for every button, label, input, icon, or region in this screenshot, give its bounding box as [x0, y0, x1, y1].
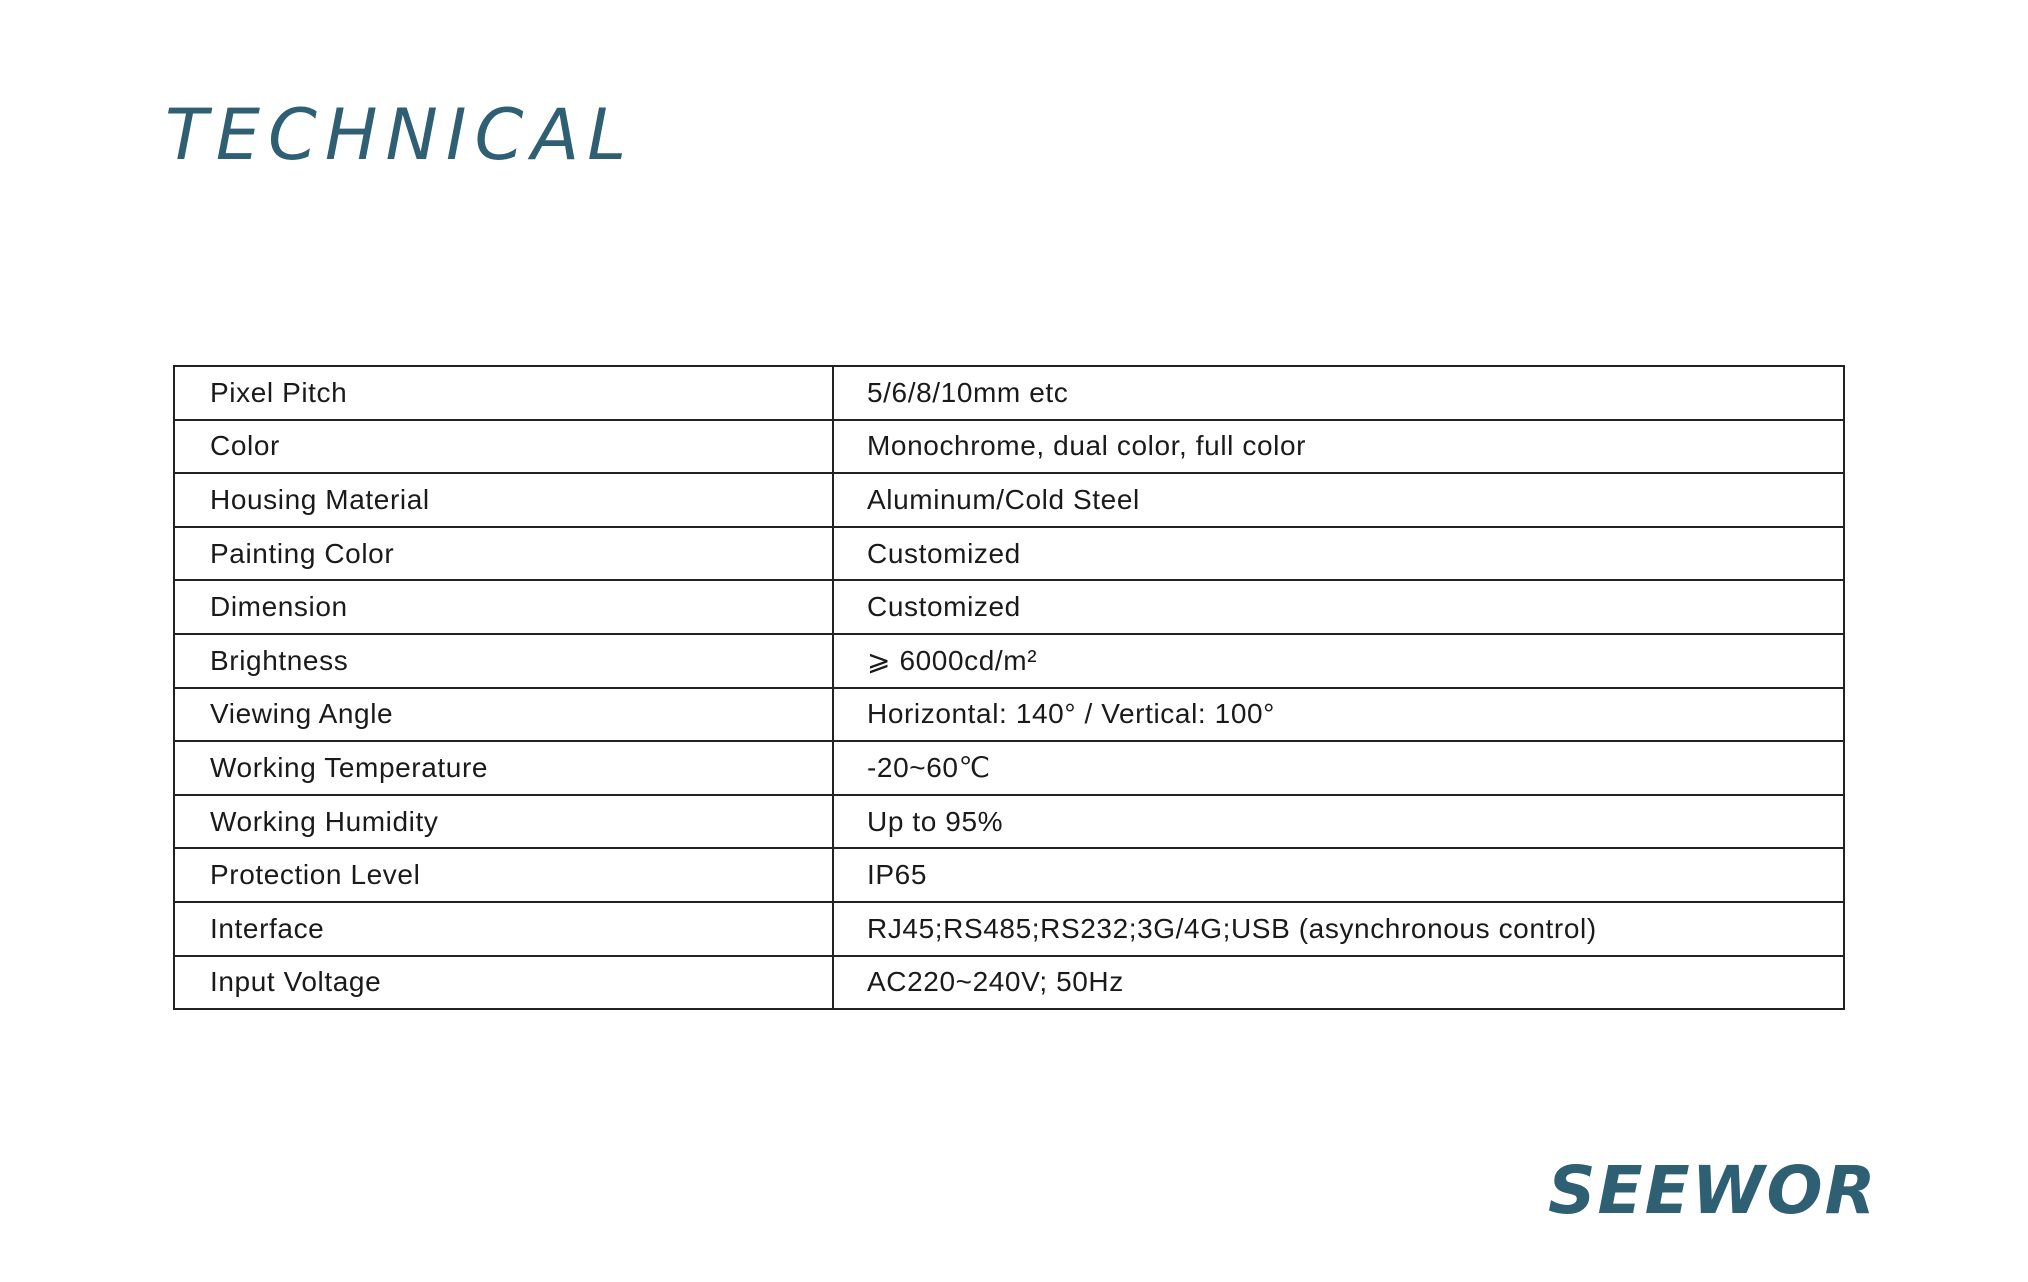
- spec-label: Pixel Pitch: [174, 366, 833, 420]
- spec-label: Color: [174, 420, 833, 474]
- spec-value: AC220~240V; 50Hz: [833, 956, 1844, 1010]
- table-row: [174, 527, 1844, 581]
- page-title: TECHNICAL: [165, 94, 635, 176]
- table-row: [174, 634, 1844, 688]
- table-row: [174, 741, 1844, 795]
- spec-value: Up to 95%: [833, 795, 1844, 849]
- spec-value: Monochrome, dual color, full color: [833, 420, 1844, 474]
- spec-label: Viewing Angle: [174, 688, 833, 742]
- spec-label: Input Voltage: [174, 956, 833, 1010]
- table-row: [174, 420, 1844, 474]
- table-row: [174, 473, 1844, 527]
- spec-value: Horizontal: 140° / Vertical: 100°: [833, 688, 1844, 742]
- table-row: [174, 795, 1844, 849]
- spec-value: Customized: [833, 580, 1844, 634]
- spec-label: Interface: [174, 902, 833, 956]
- table-row: [174, 366, 1844, 420]
- spec-value: RJ45;RS485;RS232;3G/4G;USB (asynchronous control): [833, 902, 1844, 956]
- spec-value: Customized: [833, 527, 1844, 581]
- spec-label: Brightness: [174, 634, 833, 688]
- spec-value: Aluminum/Cold Steel: [833, 473, 1844, 527]
- spec-label: Protection Level: [174, 848, 833, 902]
- spec-label: Dimension: [174, 580, 833, 634]
- spec-value: -20~60℃: [833, 741, 1844, 795]
- spec-label: Painting Color: [174, 527, 833, 581]
- spec-table: [173, 365, 1845, 1010]
- table-row: [174, 688, 1844, 742]
- spec-value: 5/6/8/10mm etc: [833, 366, 1844, 420]
- spec-value: ⩾ 6000cd/m²: [833, 634, 1844, 688]
- spec-label: Working Temperature: [174, 741, 833, 795]
- table-row: [174, 956, 1844, 1010]
- spec-value: IP65: [833, 848, 1844, 902]
- table-row: [174, 580, 1844, 634]
- brand-logo: SEEWOR: [1548, 1152, 1878, 1229]
- table-row: [174, 848, 1844, 902]
- spec-label: Housing Material: [174, 473, 833, 527]
- table-row: [174, 902, 1844, 956]
- spec-label: Working Humidity: [174, 795, 833, 849]
